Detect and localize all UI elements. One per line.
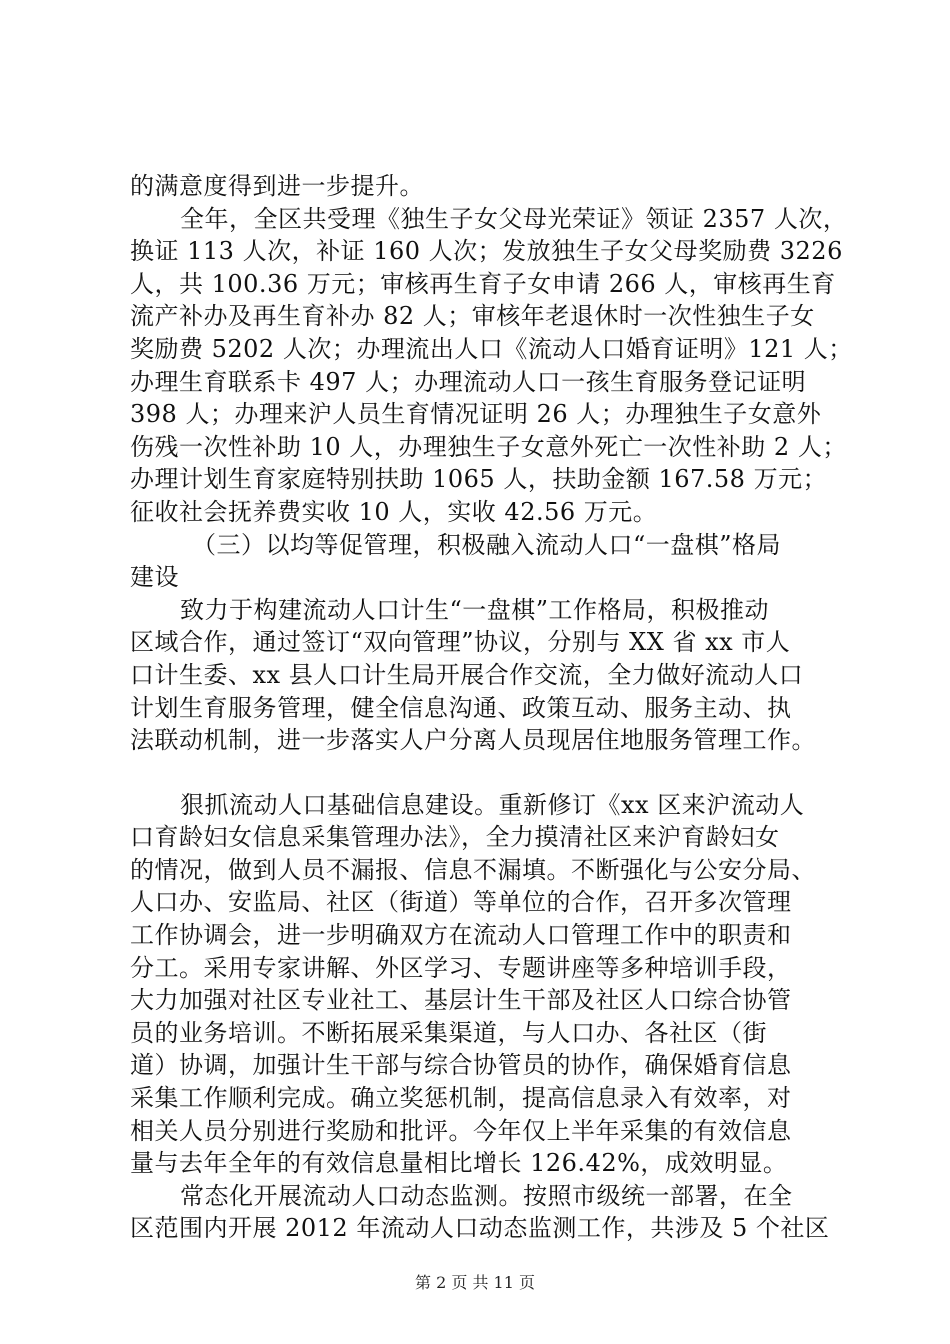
text-line: 采集工作顺利完成。确立奖惩机制，提高信息录入有效率，对 bbox=[130, 1084, 792, 1113]
text-line: 区域合作，通过签订“双向管理”协议，分别与 XX 省 xx 市人 bbox=[130, 628, 791, 657]
text-line: 区范围内开展 2012 年流动人口动态监测工作，共涉及 5 个社区 bbox=[130, 1214, 830, 1243]
text-line: 法联动机制，进一步落实人户分离人员现居住地服务管理工作。 bbox=[130, 726, 816, 755]
text-line: 全年，全区共受理《独生子女父母光荣证》领证 2357 人次， bbox=[180, 204, 848, 233]
text-line: 人，共 100.36 万元；审核再生育子女申请 266 人，审核再生育 bbox=[130, 269, 836, 298]
text-line: 道）协调，加强计生干部与综合协管员的协作，确保婚育信息 bbox=[130, 1051, 792, 1080]
text-line: 伤残一次性补助 10 人，办理独生子女意外死亡一次性补助 2 人； bbox=[130, 432, 847, 461]
text-line: 分工。采用专家讲解、外区学习、专题讲座等多种培训手段， bbox=[130, 953, 792, 982]
text-line: 办理生育联系卡 497 人；办理流动人口一孩生育服务登记证明 bbox=[130, 367, 807, 396]
page-number: 第 2 页 共 11 页 bbox=[415, 1273, 535, 1292]
paragraph-gap bbox=[130, 757, 830, 789]
text-line: 计划生育服务管理，健全信息沟通、政策互动、服务主动、执 bbox=[130, 693, 792, 722]
text-line: 398 人；办理来沪人员生育情况证明 26 人；办理独生子女意外 bbox=[130, 400, 822, 429]
text-line: 相关人员分别进行奖励和批评。今年仅上半年采集的有效信息 bbox=[130, 1116, 792, 1145]
document-body bbox=[130, 170, 853, 1245]
text-line: 的情况，做到人员不漏报、信息不漏填。不断强化与公安分局、 bbox=[130, 855, 816, 884]
text-line: 办理计划生育家庭特别扶助 1065 人，扶助金额 167.58 万元； bbox=[130, 465, 828, 494]
text-line: 流产补办及再生育补办 82 人；审核年老退休时一次性独生子女 bbox=[130, 302, 815, 331]
text-line: 大力加强对社区专业社工、基层计生干部及社区人口综合协管 bbox=[130, 986, 792, 1015]
text-line: 口计生委、xx 县人口计生局开展合作交流，全力做好流动人口 bbox=[130, 660, 804, 689]
text-line: 征收社会抚养费实收 10 人，实收 42.56 万元。 bbox=[130, 497, 658, 526]
text-line: 量与去年全年的有效信息量相比增长 126.42%，成效明显。 bbox=[130, 1149, 788, 1178]
text-line: 换证 113 人次，补证 160 人次；发放独生子女父母奖励费 3226 bbox=[130, 237, 843, 266]
text-line: 奖励费 5202 人次；办理流出人口《流动人口婚育证明》121 人； bbox=[130, 334, 853, 363]
text-line: 员的业务培训。不断拓展采集渠道，与人口办、各社区（街 bbox=[130, 1018, 767, 1047]
section-heading: （三）以均等促管理，积极融入流动人口“一盘棋”格局 bbox=[192, 530, 782, 559]
text-line: 常态化开展流动人口动态监测。按照市级统一部署，在全 bbox=[180, 1181, 793, 1210]
text-line: 口育龄妇女信息采集管理办法》，全力摸清社区来沪育龄妇女 bbox=[130, 823, 780, 852]
text-line: 狠抓流动人口基础信息建设。重新修订《xx 区来沪流动人 bbox=[180, 790, 805, 819]
text-line: 工作协调会，进一步明确双方在流动人口管理工作中的职责和 bbox=[130, 921, 792, 950]
text-line: 人口办、安监局、社区（街道）等单位的合作，召开多次管理 bbox=[130, 888, 792, 917]
text-line: 致力于构建流动人口计生“一盘棋”工作格局，积极推动 bbox=[180, 595, 770, 624]
section-heading: 建设 bbox=[130, 563, 179, 592]
text-line: 的满意度得到进一步提升。 bbox=[130, 172, 424, 200]
